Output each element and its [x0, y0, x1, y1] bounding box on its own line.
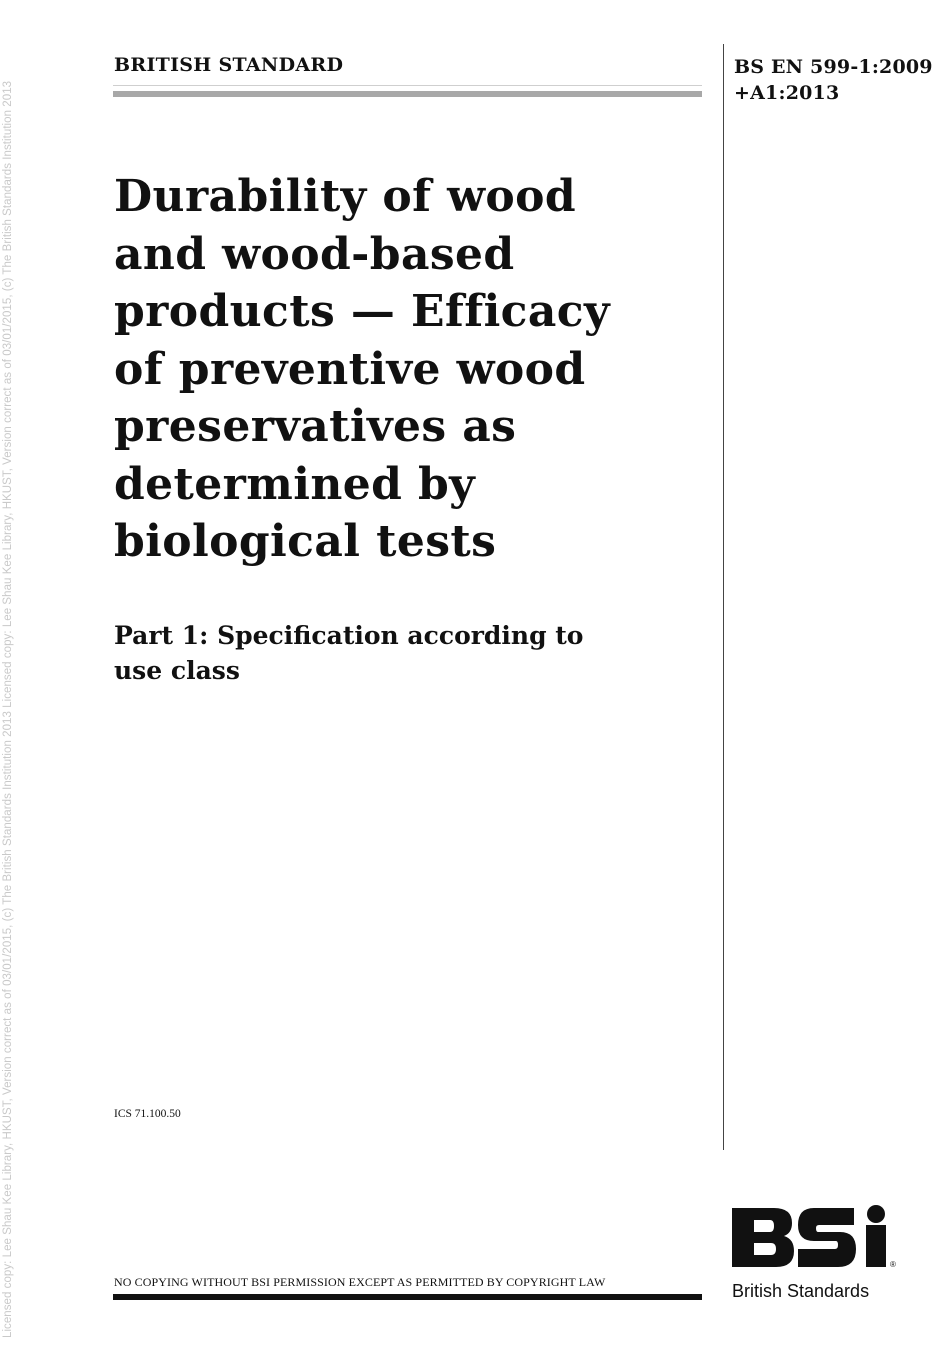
header-thin-rule [113, 85, 702, 86]
standard-number-line2: +A1:2013 [734, 82, 840, 104]
title-line: products — Efficacy [114, 286, 610, 337]
standard-number-line1: BS EN 599-1:2009 [734, 56, 933, 78]
licence-watermark: Licensed copy: Lee Shau Kee Library, HKUST, Version correct as of 03/01/2015, (c) The British Standards Institution 2013 Licensed copy: Lee Shau Kee Library, HKUST, Version correct as of 03/01/2015, (c) The British Standards Institution 2013 [2, 80, 14, 1338]
series-label: BRITISH STANDARD [114, 54, 344, 76]
standard-number [734, 54, 933, 106]
part-title-line1: Part 1: Specification according to [114, 621, 584, 650]
ics-code: ICS 71.100.50 [114, 1108, 181, 1120]
column-divider [723, 44, 724, 1150]
document-title [114, 168, 674, 571]
bsi-logo-caption: British Standards [732, 1281, 870, 1301]
footer-rule [113, 1294, 702, 1300]
svg-text:®: ® [890, 1260, 896, 1269]
title-line: determined by [114, 458, 476, 510]
copyright-notice: NO COPYING WITHOUT BSI PERMISSION EXCEPT AS PERMITTED BY COPYRIGHT LAW [114, 1275, 606, 1289]
part-title [114, 618, 674, 688]
title-line: preservatives as [114, 401, 517, 452]
title-line: biological tests [114, 516, 497, 567]
title-line: and wood-based [114, 228, 515, 280]
title-line: Durability of wood [114, 171, 577, 222]
header-thick-rule [113, 91, 702, 97]
title-line: of preventive wood [114, 343, 586, 395]
part-title-line2: use class [114, 656, 240, 685]
